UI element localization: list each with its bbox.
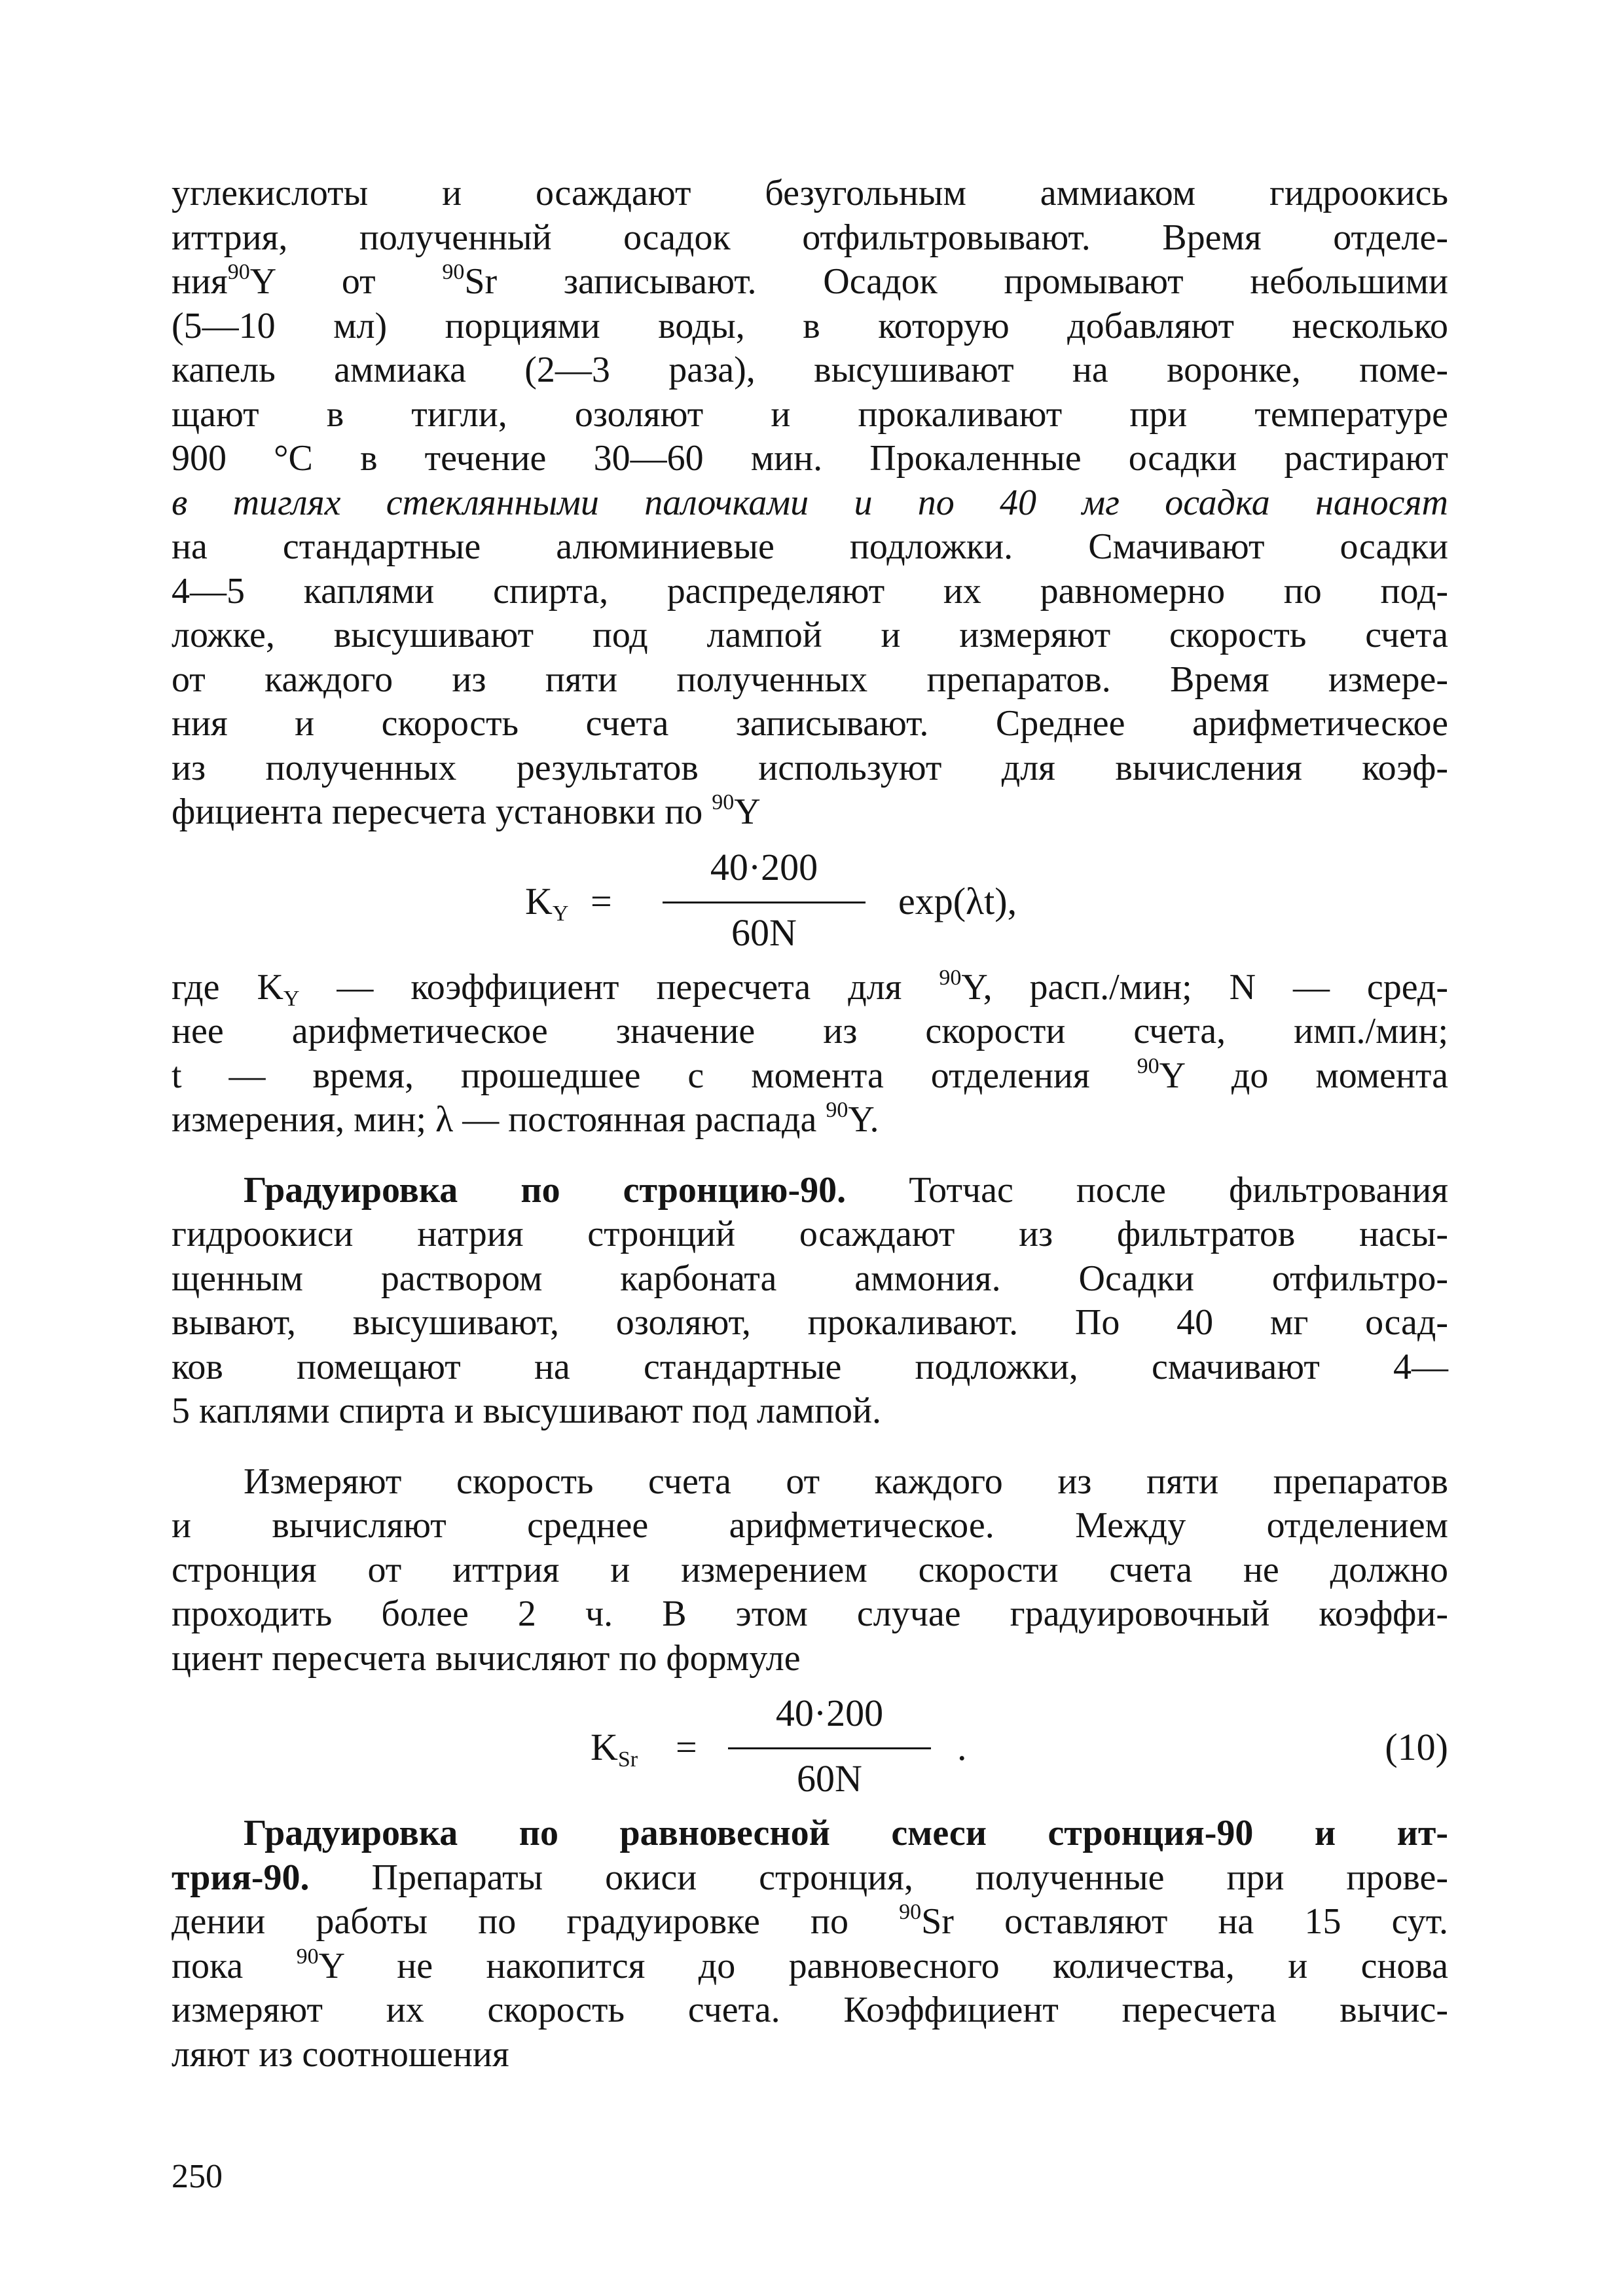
text-line: на стандартные алюминиевые подложки. Смачивают осадки <box>172 526 1448 567</box>
text-line: трия-90. Препараты окиси стронция, полученные при прове- <box>172 1857 1448 1898</box>
text-line: в тиглях стеклянными палочками и по 40 мг осадка наносят <box>172 482 1448 523</box>
text-line: пока $^{90}$Y не накопится до равновесного количества, и снова <box>172 1944 1448 1986</box>
section-strontium <box>172 1169 1448 1434</box>
text-line: Градуировка по стронцию-90. Тотчас после фильтрования <box>244 1169 1448 1211</box>
text-line: 4—5 каплями спирта, распределяют их равномерно по под- <box>172 570 1448 611</box>
text-line: циент пересчета вычисляют по формуле <box>172 1637 801 1679</box>
text-line: фициента пересчета установки по $^{90}$Y <box>172 790 761 832</box>
formula-ky <box>172 835 1448 966</box>
formula-ksr-lhs: $K_{Sr}$ <box>591 1726 638 1772</box>
formula-ky-equals: = <box>591 879 612 922</box>
text-line: стронция от иттрия и измерением скорости счета не должно <box>172 1549 1448 1590</box>
formula-ksr-numerator: 40·200 <box>775 1692 884 1734</box>
formula-ksr-denominator: 60N <box>797 1757 862 1800</box>
text-line: вывают, высушивают, озоляют, прокаливают. По 40 мг осад- <box>172 1302 1448 1343</box>
paragraph-3 <box>172 1460 1448 1681</box>
text-line: от каждого из пяти полученных препаратов. Время измере- <box>172 659 1448 700</box>
section-heading: Градуировка по равновесной смеси стронция-90 и ит- <box>244 1813 1448 1853</box>
section-heading: трия-90. <box>172 1857 310 1898</box>
text-line: ложке, высушивают под лампой и измеряют скорость счета <box>172 615 1448 655</box>
paragraph-2 <box>172 966 1448 1142</box>
formula-ky-lhs: $K_Y$ <box>525 879 569 926</box>
text-line: измерения, мин; λ — постоянная распада $^{90}$Y. <box>172 1098 879 1140</box>
text-line: ляют из соотношения <box>172 2033 509 2075</box>
text-line: нее арифметическое значение из скорости счета, имп./мин; <box>172 1011 1448 1051</box>
formula-ky-denominator: 60N <box>731 911 797 954</box>
text-line: ния и скорость счета записывают. Среднее арифметическое <box>172 703 1448 744</box>
text-line: щенным раствором карбоната аммония. Осадки отфильтро- <box>172 1258 1448 1299</box>
text-line: иттрия, полученный осадок отфильтровывают. Время отделе- <box>172 217 1448 258</box>
text-line: Измеряют скорость счета от каждого из пяти препаратов <box>244 1461 1448 1502</box>
text-line: измеряют их скорость счета. Коэффициент пересчета вычис- <box>172 1990 1448 2030</box>
section-heading: Градуировка по стронцию-90. <box>244 1169 847 1211</box>
formula-ky-exp: exp(λt), <box>898 879 1017 922</box>
text-line: дении работы по градуировке по $^{90}$Sr оставляют на 15 сут. <box>172 1900 1448 1942</box>
text-line: где $K_Y$ — коэффициент пересчета для $^{90}$Y, расп./мин; N — сред- <box>172 965 1449 1011</box>
text-line: ков помещают на стандартные подложки, смачивают 4— <box>172 1346 1448 1387</box>
formula-ksr-number: (10) <box>1385 1726 1448 1768</box>
section-equilibrium <box>172 1812 1448 2077</box>
formula-ksr-fraction-bar <box>728 1747 931 1749</box>
text-line: щают в тигли, озоляют и прокаливают при температуре <box>172 393 1448 435</box>
text-line: проходить более 2 ч. В этом случае градуировочный коэффи- <box>172 1594 1448 1634</box>
formula-ksr-equals: = <box>676 1726 697 1768</box>
text-line: (5—10 мл) порциями воды, в которую добавляют несколько <box>172 305 1448 346</box>
text-line <box>172 1812 1448 1856</box>
page-content <box>172 172 1448 2077</box>
paragraph-1 <box>172 172 1448 835</box>
text-line: 5 каплями спирта и высушивают под лампой. <box>172 1391 882 1431</box>
text-line: t — время, прошедшее с момента отделения $^{90}$Y до момента <box>172 1053 1448 1096</box>
text-line: ния$^{90}$Y от $^{90}$Sr записывают. Осадок промывают небольшими <box>172 260 1448 302</box>
formula-ky-fraction-bar <box>663 902 866 903</box>
formula-ky-numerator: 40·200 <box>710 845 818 888</box>
text-line: и вычисляют среднее арифметическое. Между отделением <box>172 1505 1448 1546</box>
text-line: углекислоты и осаждают безугольным аммиаком гидроокись <box>172 173 1448 213</box>
text-line: гидроокиси натрия стронций осаждают из фильтратов насы- <box>172 1214 1448 1254</box>
formula-ksr <box>172 1681 1448 1812</box>
text-line: 900 °С в течение 30—60 мин. Прокаленные осадки растирают <box>172 438 1448 479</box>
text-line: капель аммиака (2—3 раза), высушивают на воронке, поме- <box>172 350 1448 390</box>
page-number: 250 <box>172 2158 223 2195</box>
formula-ksr-dot: . <box>957 1726 967 1768</box>
text-line: из полученных результатов используют для вычисления коэф- <box>172 747 1448 788</box>
